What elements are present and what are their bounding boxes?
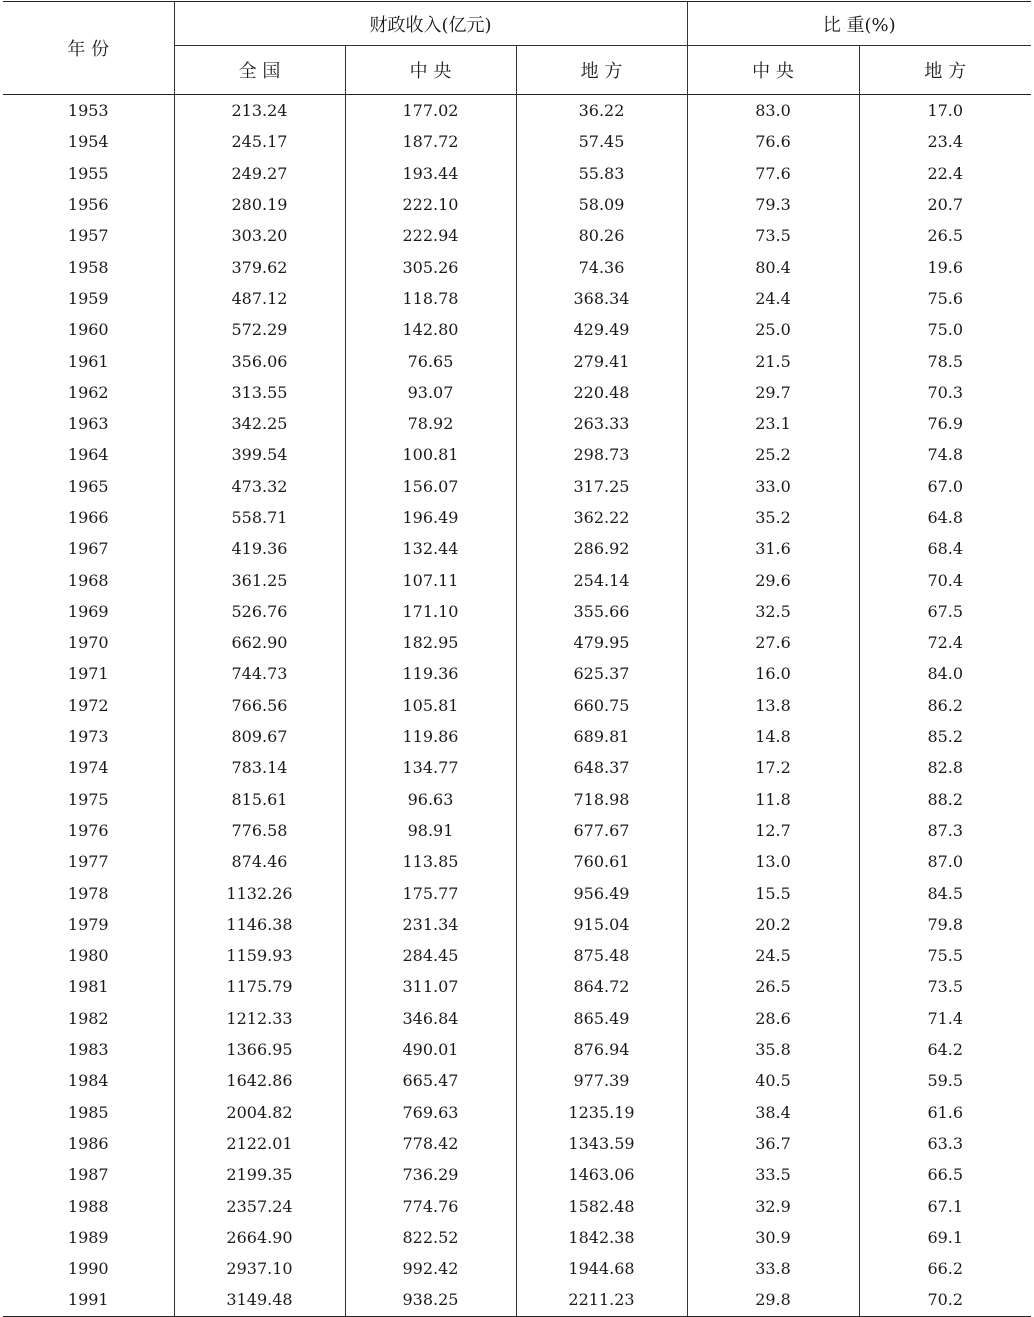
- year-cell: 1986: [67, 1133, 109, 1153]
- local-share-cell: 70.4: [859, 564, 1031, 595]
- local-share-cell: 68.4: [859, 533, 1031, 564]
- national-revenue-cell: 558.71: [174, 502, 345, 533]
- central-share-cell: 33.8: [687, 1253, 859, 1284]
- central-share-cell: 31.6: [687, 533, 859, 564]
- central-share-cell: 11.8: [687, 784, 859, 815]
- national-revenue-cell: 526.76: [174, 596, 345, 627]
- local-revenue-cell: 36.22: [516, 95, 687, 127]
- national-revenue-cell: 213.24: [174, 95, 345, 127]
- national-revenue-cell: 2122.01: [174, 1128, 345, 1159]
- central-share-cell: 23.1: [687, 408, 859, 439]
- national-revenue-cell: 280.19: [174, 189, 345, 220]
- fiscal-revenue-table: [3, 1, 1031, 1317]
- central-share-cell: 24.5: [687, 940, 859, 971]
- central-revenue-cell: 78.92: [345, 408, 516, 439]
- local-share-cell: 86.2: [859, 690, 1031, 721]
- local-share-cell: 23.4: [859, 126, 1031, 157]
- central-revenue-cell: 822.52: [345, 1222, 516, 1253]
- year-cell: 1974: [67, 758, 109, 778]
- central-revenue-cell: 100.81: [345, 439, 516, 470]
- table-row: [3, 596, 1031, 627]
- central-revenue-cell: 119.86: [345, 721, 516, 752]
- local-revenue-cell: 220.48: [516, 377, 687, 408]
- year-cell: 1971: [67, 664, 109, 684]
- table-row: [3, 345, 1031, 376]
- year-cell: 1955: [67, 163, 109, 183]
- local-revenue-cell: 317.25: [516, 471, 687, 502]
- local-revenue-cell: 1463.06: [516, 1159, 687, 1190]
- year-cell: 1954: [67, 132, 109, 152]
- central-share-cell: 29.6: [687, 564, 859, 595]
- year-cell: 1969: [67, 601, 109, 621]
- local-revenue-cell: 689.81: [516, 721, 687, 752]
- central-share-cell: 33.5: [687, 1159, 859, 1190]
- central-revenue-cell: 284.45: [345, 940, 516, 971]
- local-revenue-cell: 55.83: [516, 158, 687, 189]
- central-revenue-cell: 231.34: [345, 909, 516, 940]
- national-revenue-cell: 419.36: [174, 533, 345, 564]
- national-revenue-cell: 1366.95: [174, 1034, 345, 1065]
- local-share-cell: 85.2: [859, 721, 1031, 752]
- local-share-cell: 20.7: [859, 189, 1031, 220]
- table-row: [3, 502, 1031, 533]
- table-row: [3, 220, 1031, 251]
- central-revenue-cell: 156.07: [345, 471, 516, 502]
- national-revenue-cell: 783.14: [174, 752, 345, 783]
- table-row: [3, 1065, 1031, 1096]
- year-cell: 1953: [67, 101, 109, 121]
- central-revenue-cell: 142.80: [345, 314, 516, 345]
- col-header-central-share: 中 央: [687, 46, 859, 95]
- central-revenue-cell: 305.26: [345, 251, 516, 282]
- central-share-cell: 25.0: [687, 314, 859, 345]
- national-revenue-cell: 809.67: [174, 721, 345, 752]
- table-row: [3, 314, 1031, 345]
- local-revenue-cell: 625.37: [516, 658, 687, 689]
- central-revenue-cell: 778.42: [345, 1128, 516, 1159]
- local-revenue-cell: 58.09: [516, 189, 687, 220]
- year-cell: 1978: [67, 883, 109, 903]
- local-revenue-cell: 1235.19: [516, 1097, 687, 1128]
- year-cell: 1977: [67, 852, 109, 872]
- table-row: [3, 658, 1031, 689]
- central-revenue-cell: 96.63: [345, 784, 516, 815]
- national-revenue-cell: 1132.26: [174, 877, 345, 908]
- national-revenue-cell: 2357.24: [174, 1190, 345, 1221]
- national-revenue-cell: 245.17: [174, 126, 345, 157]
- local-share-cell: 67.5: [859, 596, 1031, 627]
- central-share-cell: 32.5: [687, 596, 859, 627]
- local-revenue-cell: 1842.38: [516, 1222, 687, 1253]
- year-cell: 1983: [67, 1040, 109, 1060]
- central-share-cell: 76.6: [687, 126, 859, 157]
- central-revenue-cell: 769.63: [345, 1097, 516, 1128]
- year-cell: 1989: [67, 1227, 109, 1247]
- local-share-cell: 17.0: [859, 95, 1031, 127]
- central-revenue-cell: 119.36: [345, 658, 516, 689]
- table-row: [3, 1003, 1031, 1034]
- year-cell: 1966: [67, 508, 109, 527]
- local-revenue-cell: 875.48: [516, 940, 687, 971]
- table-row: [3, 377, 1031, 408]
- table-row: [3, 815, 1031, 846]
- local-revenue-cell: 915.04: [516, 909, 687, 940]
- year-cell: 1988: [67, 1196, 109, 1216]
- local-share-cell: 71.4: [859, 1003, 1031, 1034]
- local-revenue-cell: 864.72: [516, 971, 687, 1002]
- table-row: [3, 1253, 1031, 1284]
- local-revenue-cell: 760.61: [516, 846, 687, 877]
- year-cell: 1956: [67, 195, 109, 215]
- table-row: [3, 1097, 1031, 1128]
- local-revenue-cell: 286.92: [516, 533, 687, 564]
- central-revenue-cell: 175.77: [345, 877, 516, 908]
- table-row: [3, 408, 1031, 439]
- year-cell: 1984: [67, 1071, 109, 1091]
- local-revenue-cell: 2211.23: [516, 1284, 687, 1316]
- local-revenue-cell: 876.94: [516, 1034, 687, 1065]
- year-cell: 1973: [67, 727, 109, 747]
- national-revenue-cell: 766.56: [174, 690, 345, 721]
- local-share-cell: 75.6: [859, 283, 1031, 314]
- table-row: [3, 627, 1031, 658]
- local-share-cell: 26.5: [859, 220, 1031, 251]
- year-cell: 1979: [67, 914, 109, 934]
- local-revenue-cell: 362.22: [516, 502, 687, 533]
- table-row: [3, 846, 1031, 877]
- central-share-cell: 26.5: [687, 971, 859, 1002]
- year-cell: 1975: [67, 789, 109, 809]
- local-revenue-cell: 718.98: [516, 784, 687, 815]
- national-revenue-cell: 487.12: [174, 283, 345, 314]
- national-revenue-cell: 1175.79: [174, 971, 345, 1002]
- national-revenue-cell: 249.27: [174, 158, 345, 189]
- local-share-cell: 75.5: [859, 940, 1031, 971]
- year-cell: 1967: [67, 539, 109, 559]
- national-revenue-cell: 2664.90: [174, 1222, 345, 1253]
- col-header-central: 中 央: [345, 46, 516, 95]
- local-share-cell: 66.2: [859, 1253, 1031, 1284]
- table-row: [3, 471, 1031, 502]
- central-share-cell: 77.6: [687, 158, 859, 189]
- year-cell: 1961: [67, 351, 109, 371]
- central-revenue-cell: 93.07: [345, 377, 516, 408]
- local-revenue-cell: 298.73: [516, 439, 687, 470]
- local-share-cell: 64.2: [859, 1034, 1031, 1065]
- central-revenue-cell: 736.29: [345, 1159, 516, 1190]
- local-revenue-cell: 865.49: [516, 1003, 687, 1034]
- central-share-cell: 35.2: [687, 502, 859, 533]
- local-revenue-cell: 977.39: [516, 1065, 687, 1096]
- national-revenue-cell: 3149.48: [174, 1284, 345, 1316]
- central-revenue-cell: 113.85: [345, 846, 516, 877]
- table-row: [3, 877, 1031, 908]
- year-cell: 1982: [67, 1008, 109, 1028]
- central-revenue-cell: 132.44: [345, 533, 516, 564]
- national-revenue-cell: 2199.35: [174, 1159, 345, 1190]
- table-row: [3, 1159, 1031, 1190]
- local-revenue-cell: 429.49: [516, 314, 687, 345]
- table-row: [3, 189, 1031, 220]
- table-row: [3, 283, 1031, 314]
- local-share-cell: 78.5: [859, 345, 1031, 376]
- central-revenue-cell: 346.84: [345, 1003, 516, 1034]
- table-row: [3, 564, 1031, 595]
- table-row: [3, 1128, 1031, 1159]
- local-revenue-cell: 1582.48: [516, 1190, 687, 1221]
- year-header: 年 份: [67, 39, 110, 60]
- local-share-cell: 70.3: [859, 377, 1031, 408]
- central-share-cell: 40.5: [687, 1065, 859, 1096]
- local-share-cell: 19.6: [859, 251, 1031, 282]
- central-share-cell: 38.4: [687, 1097, 859, 1128]
- col-header-local-share: 地 方: [859, 46, 1031, 95]
- local-share-cell: 59.5: [859, 1065, 1031, 1096]
- central-revenue-cell: 222.94: [345, 220, 516, 251]
- national-revenue-cell: 2004.82: [174, 1097, 345, 1128]
- central-share-cell: 20.2: [687, 909, 859, 940]
- year-cell: 1991: [3, 1284, 174, 1316]
- central-revenue-cell: 134.77: [345, 752, 516, 783]
- table-row: [3, 1284, 1031, 1316]
- local-share-cell: 73.5: [859, 971, 1031, 1002]
- local-share-cell: 67.0: [859, 471, 1031, 502]
- local-revenue-cell: 74.36: [516, 251, 687, 282]
- central-revenue-cell: 938.25: [345, 1284, 516, 1316]
- local-share-cell: 69.1: [859, 1222, 1031, 1253]
- local-revenue-cell: 254.14: [516, 564, 687, 595]
- year-cell: 1985: [67, 1102, 109, 1122]
- central-share-cell: 27.6: [687, 627, 859, 658]
- local-share-cell: 66.5: [859, 1159, 1031, 1190]
- local-share-cell: 74.8: [859, 439, 1031, 470]
- national-revenue-cell: 776.58: [174, 815, 345, 846]
- local-share-cell: 72.4: [859, 627, 1031, 658]
- central-share-cell: 25.2: [687, 439, 859, 470]
- central-share-cell: 79.3: [687, 189, 859, 220]
- revenue-group-header: 财政收入(亿元): [174, 2, 687, 46]
- table-row: [3, 533, 1031, 564]
- table-row: [3, 784, 1031, 815]
- table-row: [3, 95, 1031, 127]
- central-share-cell: 35.8: [687, 1034, 859, 1065]
- central-revenue-cell: 665.47: [345, 1065, 516, 1096]
- central-share-cell: 13.0: [687, 846, 859, 877]
- col-header-local: 地 方: [516, 46, 687, 95]
- year-cell: 1981: [67, 977, 109, 997]
- year-cell: 1980: [67, 946, 109, 966]
- central-share-cell: 83.0: [687, 95, 859, 127]
- table-header: [3, 2, 1031, 95]
- year-cell: 1976: [67, 820, 109, 840]
- fiscal-revenue-table-container: [3, 1, 1031, 1317]
- central-share-cell: 15.5: [687, 877, 859, 908]
- share-group-header: 比 重(%): [687, 2, 1031, 46]
- year-cell: 1970: [67, 633, 109, 653]
- local-share-cell: 67.1: [859, 1190, 1031, 1221]
- local-share-cell: 87.3: [859, 815, 1031, 846]
- local-revenue-cell: 80.26: [516, 220, 687, 251]
- local-share-cell: 82.8: [859, 752, 1031, 783]
- table-row: [3, 126, 1031, 157]
- central-share-cell: 28.6: [687, 1003, 859, 1034]
- central-revenue-cell: 171.10: [345, 596, 516, 627]
- local-share-cell: 70.2: [859, 1284, 1031, 1316]
- table-row: [3, 909, 1031, 940]
- central-share-cell: 14.8: [687, 721, 859, 752]
- local-revenue-cell: 677.67: [516, 815, 687, 846]
- national-revenue-cell: 874.46: [174, 846, 345, 877]
- national-revenue-cell: 815.61: [174, 784, 345, 815]
- local-share-cell: 63.3: [859, 1128, 1031, 1159]
- year-cell: 1959: [67, 288, 109, 308]
- central-revenue-cell: 187.72: [345, 126, 516, 157]
- year-cell: 1964: [67, 445, 109, 465]
- table-row: [3, 251, 1031, 282]
- table-row: [3, 439, 1031, 470]
- year-cell: 1965: [67, 476, 109, 496]
- national-revenue-cell: 379.62: [174, 251, 345, 282]
- central-share-cell: 36.7: [687, 1128, 859, 1159]
- central-share-cell: 12.7: [687, 815, 859, 846]
- central-revenue-cell: 107.11: [345, 564, 516, 595]
- central-revenue-cell: 311.07: [345, 971, 516, 1002]
- table-row: [3, 1222, 1031, 1253]
- year-cell: 1960: [67, 320, 109, 340]
- national-revenue-cell: 662.90: [174, 627, 345, 658]
- central-share-cell: 17.2: [687, 752, 859, 783]
- table-row: [3, 971, 1031, 1002]
- local-share-cell: 75.0: [859, 314, 1031, 345]
- central-revenue-cell: 118.78: [345, 283, 516, 314]
- national-revenue-cell: 356.06: [174, 345, 345, 376]
- local-share-cell: 79.8: [859, 909, 1031, 940]
- year-cell: 1958: [67, 257, 109, 277]
- national-revenue-cell: 1212.33: [174, 1003, 345, 1034]
- central-share-cell: 33.0: [687, 471, 859, 502]
- central-share-cell: 13.8: [687, 690, 859, 721]
- central-revenue-cell: 76.65: [345, 345, 516, 376]
- national-revenue-cell: 1159.93: [174, 940, 345, 971]
- year-cell: 1987: [67, 1165, 109, 1185]
- central-share-cell: 24.4: [687, 283, 859, 314]
- national-revenue-cell: 744.73: [174, 658, 345, 689]
- local-revenue-cell: 1343.59: [516, 1128, 687, 1159]
- year-cell: 1972: [67, 695, 109, 715]
- local-revenue-cell: 263.33: [516, 408, 687, 439]
- national-revenue-cell: 473.32: [174, 471, 345, 502]
- local-share-cell: 88.2: [859, 784, 1031, 815]
- local-share-cell: 64.8: [859, 502, 1031, 533]
- national-revenue-cell: 2937.10: [174, 1253, 345, 1284]
- local-revenue-cell: 479.95: [516, 627, 687, 658]
- table-row: [3, 1034, 1031, 1065]
- central-revenue-cell: 98.91: [345, 815, 516, 846]
- central-revenue-cell: 774.76: [345, 1190, 516, 1221]
- local-share-cell: 76.9: [859, 408, 1031, 439]
- central-share-cell: 29.7: [687, 377, 859, 408]
- central-share-cell: 21.5: [687, 345, 859, 376]
- central-revenue-cell: 196.49: [345, 502, 516, 533]
- national-revenue-cell: 1146.38: [174, 909, 345, 940]
- central-share-cell: 29.8: [687, 1284, 859, 1316]
- table-row: [3, 721, 1031, 752]
- central-share-cell: 32.9: [687, 1190, 859, 1221]
- year-cell: 1990: [67, 1259, 109, 1279]
- central-revenue-cell: 992.42: [345, 1253, 516, 1284]
- local-share-cell: 84.0: [859, 658, 1031, 689]
- central-revenue-cell: 193.44: [345, 158, 516, 189]
- national-revenue-cell: 342.25: [174, 408, 345, 439]
- local-revenue-cell: 355.66: [516, 596, 687, 627]
- year-cell: 1957: [67, 226, 109, 246]
- national-revenue-cell: 313.55: [174, 377, 345, 408]
- year-cell: 1968: [67, 570, 109, 590]
- national-revenue-cell: 1642.86: [174, 1065, 345, 1096]
- local-revenue-cell: 956.49: [516, 877, 687, 908]
- year-cell: 1963: [67, 414, 109, 434]
- header-row-1: [3, 2, 1031, 46]
- local-share-cell: 87.0: [859, 846, 1031, 877]
- central-revenue-cell: 490.01: [345, 1034, 516, 1065]
- local-share-cell: 84.5: [859, 877, 1031, 908]
- national-revenue-cell: 572.29: [174, 314, 345, 345]
- local-revenue-cell: 368.34: [516, 283, 687, 314]
- local-revenue-cell: 57.45: [516, 126, 687, 157]
- central-share-cell: 16.0: [687, 658, 859, 689]
- local-share-cell: 61.6: [859, 1097, 1031, 1128]
- year-cell: 1962: [67, 382, 109, 402]
- central-revenue-cell: 222.10: [345, 189, 516, 220]
- central-share-cell: 73.5: [687, 220, 859, 251]
- table-row: [3, 690, 1031, 721]
- table-row: [3, 1190, 1031, 1221]
- col-header-national: 全 国: [174, 46, 345, 95]
- central-revenue-cell: 182.95: [345, 627, 516, 658]
- central-revenue-cell: 177.02: [345, 95, 516, 127]
- central-share-cell: 80.4: [687, 251, 859, 282]
- table-row: [3, 940, 1031, 971]
- central-share-cell: 30.9: [687, 1222, 859, 1253]
- table-body: [3, 95, 1031, 1317]
- national-revenue-cell: 303.20: [174, 220, 345, 251]
- local-revenue-cell: 660.75: [516, 690, 687, 721]
- local-revenue-cell: 1944.68: [516, 1253, 687, 1284]
- central-revenue-cell: 105.81: [345, 690, 516, 721]
- national-revenue-cell: 399.54: [174, 439, 345, 470]
- local-revenue-cell: 279.41: [516, 345, 687, 376]
- local-share-cell: 22.4: [859, 158, 1031, 189]
- national-revenue-cell: 361.25: [174, 564, 345, 595]
- local-revenue-cell: 648.37: [516, 752, 687, 783]
- table-row: [3, 752, 1031, 783]
- table-row: [3, 158, 1031, 189]
